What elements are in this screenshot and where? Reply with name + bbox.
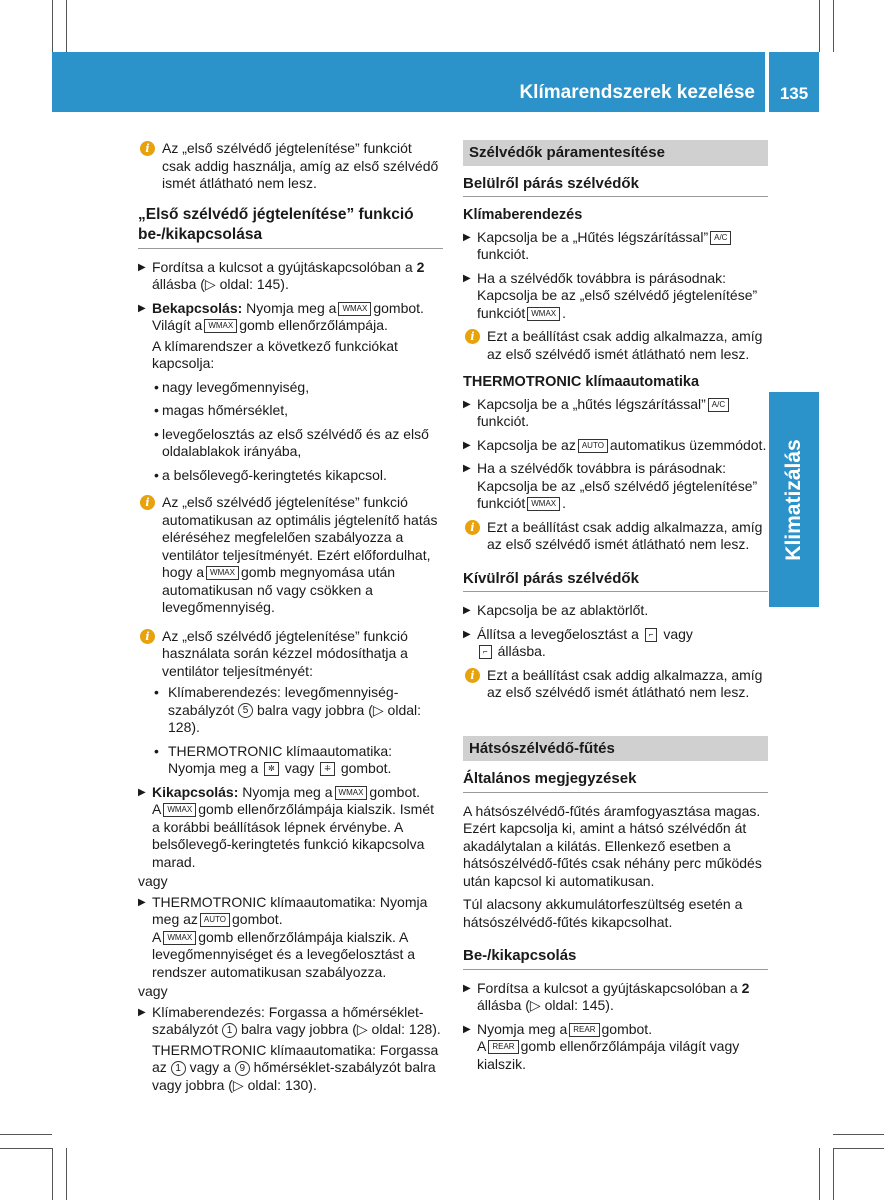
section-heading: „Első szélvédő jégtelenítése” funkció be-/kikapcsolása — [138, 205, 443, 249]
crop-mark — [66, 1148, 67, 1200]
info-note: i Az „első szélvédő jégtelenítése” funkció használata során kézzel módosíthatja a ventilátor teljesítményét: — [138, 628, 443, 681]
info-note: i Ezt a beállítást csak addig alkalmazza, amíg az első szélvédő ismét átlátható nem lesz. — [463, 519, 768, 554]
info-note: i Ezt a beállítást csak addig alkalmazza, amíg az első szélvédő ismét átlátható nem lesz. — [463, 667, 768, 702]
section-band: Hátsószélvédő-fűtés — [463, 736, 768, 762]
body-text: vagy — [138, 983, 168, 999]
section-band: Szélvédők páramentesítése — [463, 140, 768, 166]
list-item: • Klímaberendezés: levegőmennyiség-szabályzót 5 balra vagy jobbra (▷ oldal: 128). — [138, 684, 443, 737]
step: ▶ Kapcsolja be az ablaktörlőt. — [463, 602, 768, 620]
rear-defrost-icon: REAR — [488, 1040, 518, 1054]
step: ▶ Állítsa a levegőelosztást a ⌐ vagy ⌐ állásba. — [463, 626, 768, 661]
step: ▶ Nyomja meg a REAR gombot. A REAR gomb ellenőrzőlámpája világít vagy kialszik. — [463, 1021, 768, 1074]
crop-mark — [833, 0, 834, 52]
step: ▶ Fordítsa a kulcsot a gyújtáskapcsolóban a 2 állásba (▷ oldal: 145). — [463, 980, 768, 1015]
crop-mark — [833, 1134, 884, 1135]
subheading: Klímaberendezés — [463, 207, 583, 223]
crop-mark — [819, 0, 820, 52]
step: ▶ Fordítsa a kulcsot a gyújtáskapcsolóban a 2 állásba (▷ oldal: 145). — [138, 259, 443, 294]
list-item: • a belsőlevegő-keringtetés kikapcsol. — [138, 467, 443, 485]
crop-mark — [0, 1148, 52, 1149]
defrost-icon: WMAX — [527, 497, 560, 511]
body-text: A klímarendszer a következő funkciókat kapcsolja: — [152, 337, 398, 371]
crop-mark — [52, 0, 53, 52]
right-column — [463, 140, 768, 1073]
subsection-heading: Be-/kikapcsolás — [463, 947, 768, 970]
dial-9-icon: 9 — [235, 1061, 250, 1076]
subsection-heading: Kívülről párás szélvédők — [463, 570, 768, 593]
step: ▶ Ha a szélvédők továbbra is párásodnak: Kapcsolja be az „első szélvédő jégtelenítése” funkciót WMAX . — [463, 270, 768, 323]
defrost-icon: WMAX — [206, 566, 239, 580]
step: ▶ Kapcsolja be a „Hűtés légszárítással” A/Cfunkciót. — [463, 229, 768, 264]
windscreen-footwell-airflow-icon: ⌐ — [479, 645, 492, 659]
step: ▶ Ha a szélvédők továbbra is párásodnak: Kapcsolja be az „első szélvédő jégtelenítése” funkciót WMAX . — [463, 460, 768, 513]
header-bar — [52, 52, 765, 112]
page-title: Klímarendszerek kezelése — [519, 82, 755, 103]
dial-1-icon: 1 — [222, 1023, 237, 1038]
auto-icon: AUTO — [200, 913, 230, 927]
subsection-heading: Általános megjegyzések — [463, 770, 768, 793]
step: ▶ Bekapcsolás: Nyomja meg a WMAX gombot. Világít a WMAX gomb ellenőrzőlámpája. — [138, 300, 443, 335]
chapter-tab-label: Klimatizálás — [782, 439, 805, 561]
info-text: Az „első szélvédő jégtelenítése” funkciót csak addig használja, amíg az első szélvédő ismét átlátható nem lesz. — [162, 140, 439, 191]
defrost-icon: WMAX — [335, 786, 368, 800]
page-number: 135 — [779, 84, 809, 103]
info-icon: i — [465, 668, 480, 683]
step: ▶ Klímaberendezés: Forgassa a hőmérséklet-szabályzót 1 balra vagy jobbra (▷ oldal: 128). — [138, 1004, 443, 1039]
info-icon: i — [465, 329, 480, 344]
subheading: THERMOTRONIC klímaautomatika — [463, 374, 700, 390]
info-icon: i — [140, 495, 155, 510]
defrost-icon: WMAX — [338, 302, 371, 316]
dial-1-icon: 1 — [171, 1061, 186, 1076]
list-item: • magas hőmérséklet, — [138, 402, 443, 420]
defrost-icon: WMAX — [204, 319, 237, 333]
chapter-tab — [769, 392, 819, 607]
info-icon: i — [140, 629, 155, 644]
page-number-box — [769, 52, 819, 112]
step: ▶ Kikapcsolás: Nyomja meg a WMAX gombot. A WMAX gomb ellenőrzőlámpája kialszik. Ismét a korábbi beállítások lépnek érvénybe. A belsőlevegő-keringtetés funkció kikapcsolva marad. — [138, 784, 443, 872]
defrost-icon: WMAX — [163, 803, 196, 817]
rear-defrost-icon: REAR — [569, 1023, 599, 1037]
windscreen-airflow-icon: ⌐ — [645, 628, 658, 642]
body-text: A hátsószélvédő-fűtés áramfogyasztása magas. Ezért kapcsolja ki, amint a hátsó szélvédőn át akadálytalan a kilátás. Ellenkező esetben a hátsószélvédő-fűtés csak néhány perc működés után kapcsol ki automatikusan. — [463, 802, 762, 889]
body-text: THERMOTRONIC klímaautomatika: Forgassa az 1 vagy a 9 hőmérséklet-szabályzót balra vagy jobbra (▷ oldal: 130). — [152, 1041, 439, 1093]
info-note — [138, 140, 443, 193]
ac-icon: A/C — [710, 231, 731, 245]
dial-5-icon: 5 — [238, 703, 253, 718]
step: ▶ Kapcsolja be az AUTO automatikus üzemmódot. — [463, 437, 768, 455]
info-icon: i — [140, 141, 155, 156]
subsection-heading: Belülről párás szélvédők — [463, 175, 768, 198]
body-text: vagy — [138, 873, 168, 889]
ac-icon: A/C — [708, 398, 729, 412]
list-item: • THERMOTRONIC klímaautomatika: Nyomja meg a ✼ vagy ⁜ gombot. — [138, 743, 443, 778]
crop-mark — [819, 1148, 820, 1200]
info-icon: i — [465, 520, 480, 535]
crop-mark — [833, 1148, 884, 1149]
fan-icon: ✼ — [264, 762, 279, 776]
info-note: i Ezt a beállítást csak addig alkalmazza, amíg az első szélvédő ismét átlátható nem lesz. — [463, 328, 768, 363]
step: ▶ THERMOTRONIC klímaautomatika: Nyomja meg az AUTO gombot. A WMAX gomb ellenőrzőlámpája kialszik. A levegőmennyiséget és a levegőelosztást a rendszer automatikusan szabályozza. — [138, 894, 443, 982]
crop-mark — [52, 1148, 53, 1200]
list-item: • levegőelosztás az első szélvédő és az első oldalablakok irányába, — [138, 426, 443, 461]
auto-icon: AUTO — [578, 439, 608, 453]
crop-mark — [0, 1134, 52, 1135]
left-column — [138, 140, 443, 1094]
body-text: Túl alacsony akkumulátorfeszültség esetén a hátsószélvédő-fűtés kikapcsolhat. — [463, 896, 743, 930]
info-note: i Az „első szélvédő jégtelenítése” funkció automatikusan az optimális jégtelenítő hatás eléréséhez megfelelően szabályozza a ventilátor teljesítményét. Ezért előfordulhat, hogy a WMAX gomb megnyomása után automatikusan nő vagy csökken a levegőmennyiség. — [138, 494, 443, 617]
crop-mark — [833, 1148, 834, 1200]
defrost-icon: WMAX — [163, 931, 196, 945]
defrost-icon: WMAX — [527, 307, 560, 321]
step: ▶ Kapcsolja be a „hűtés légszárítással” A/Cfunkciót. — [463, 396, 768, 431]
list-item: • nagy levegőmennyiség, — [138, 379, 443, 397]
crop-mark — [66, 0, 67, 52]
fan-small-icon: ⁜ — [320, 762, 335, 776]
